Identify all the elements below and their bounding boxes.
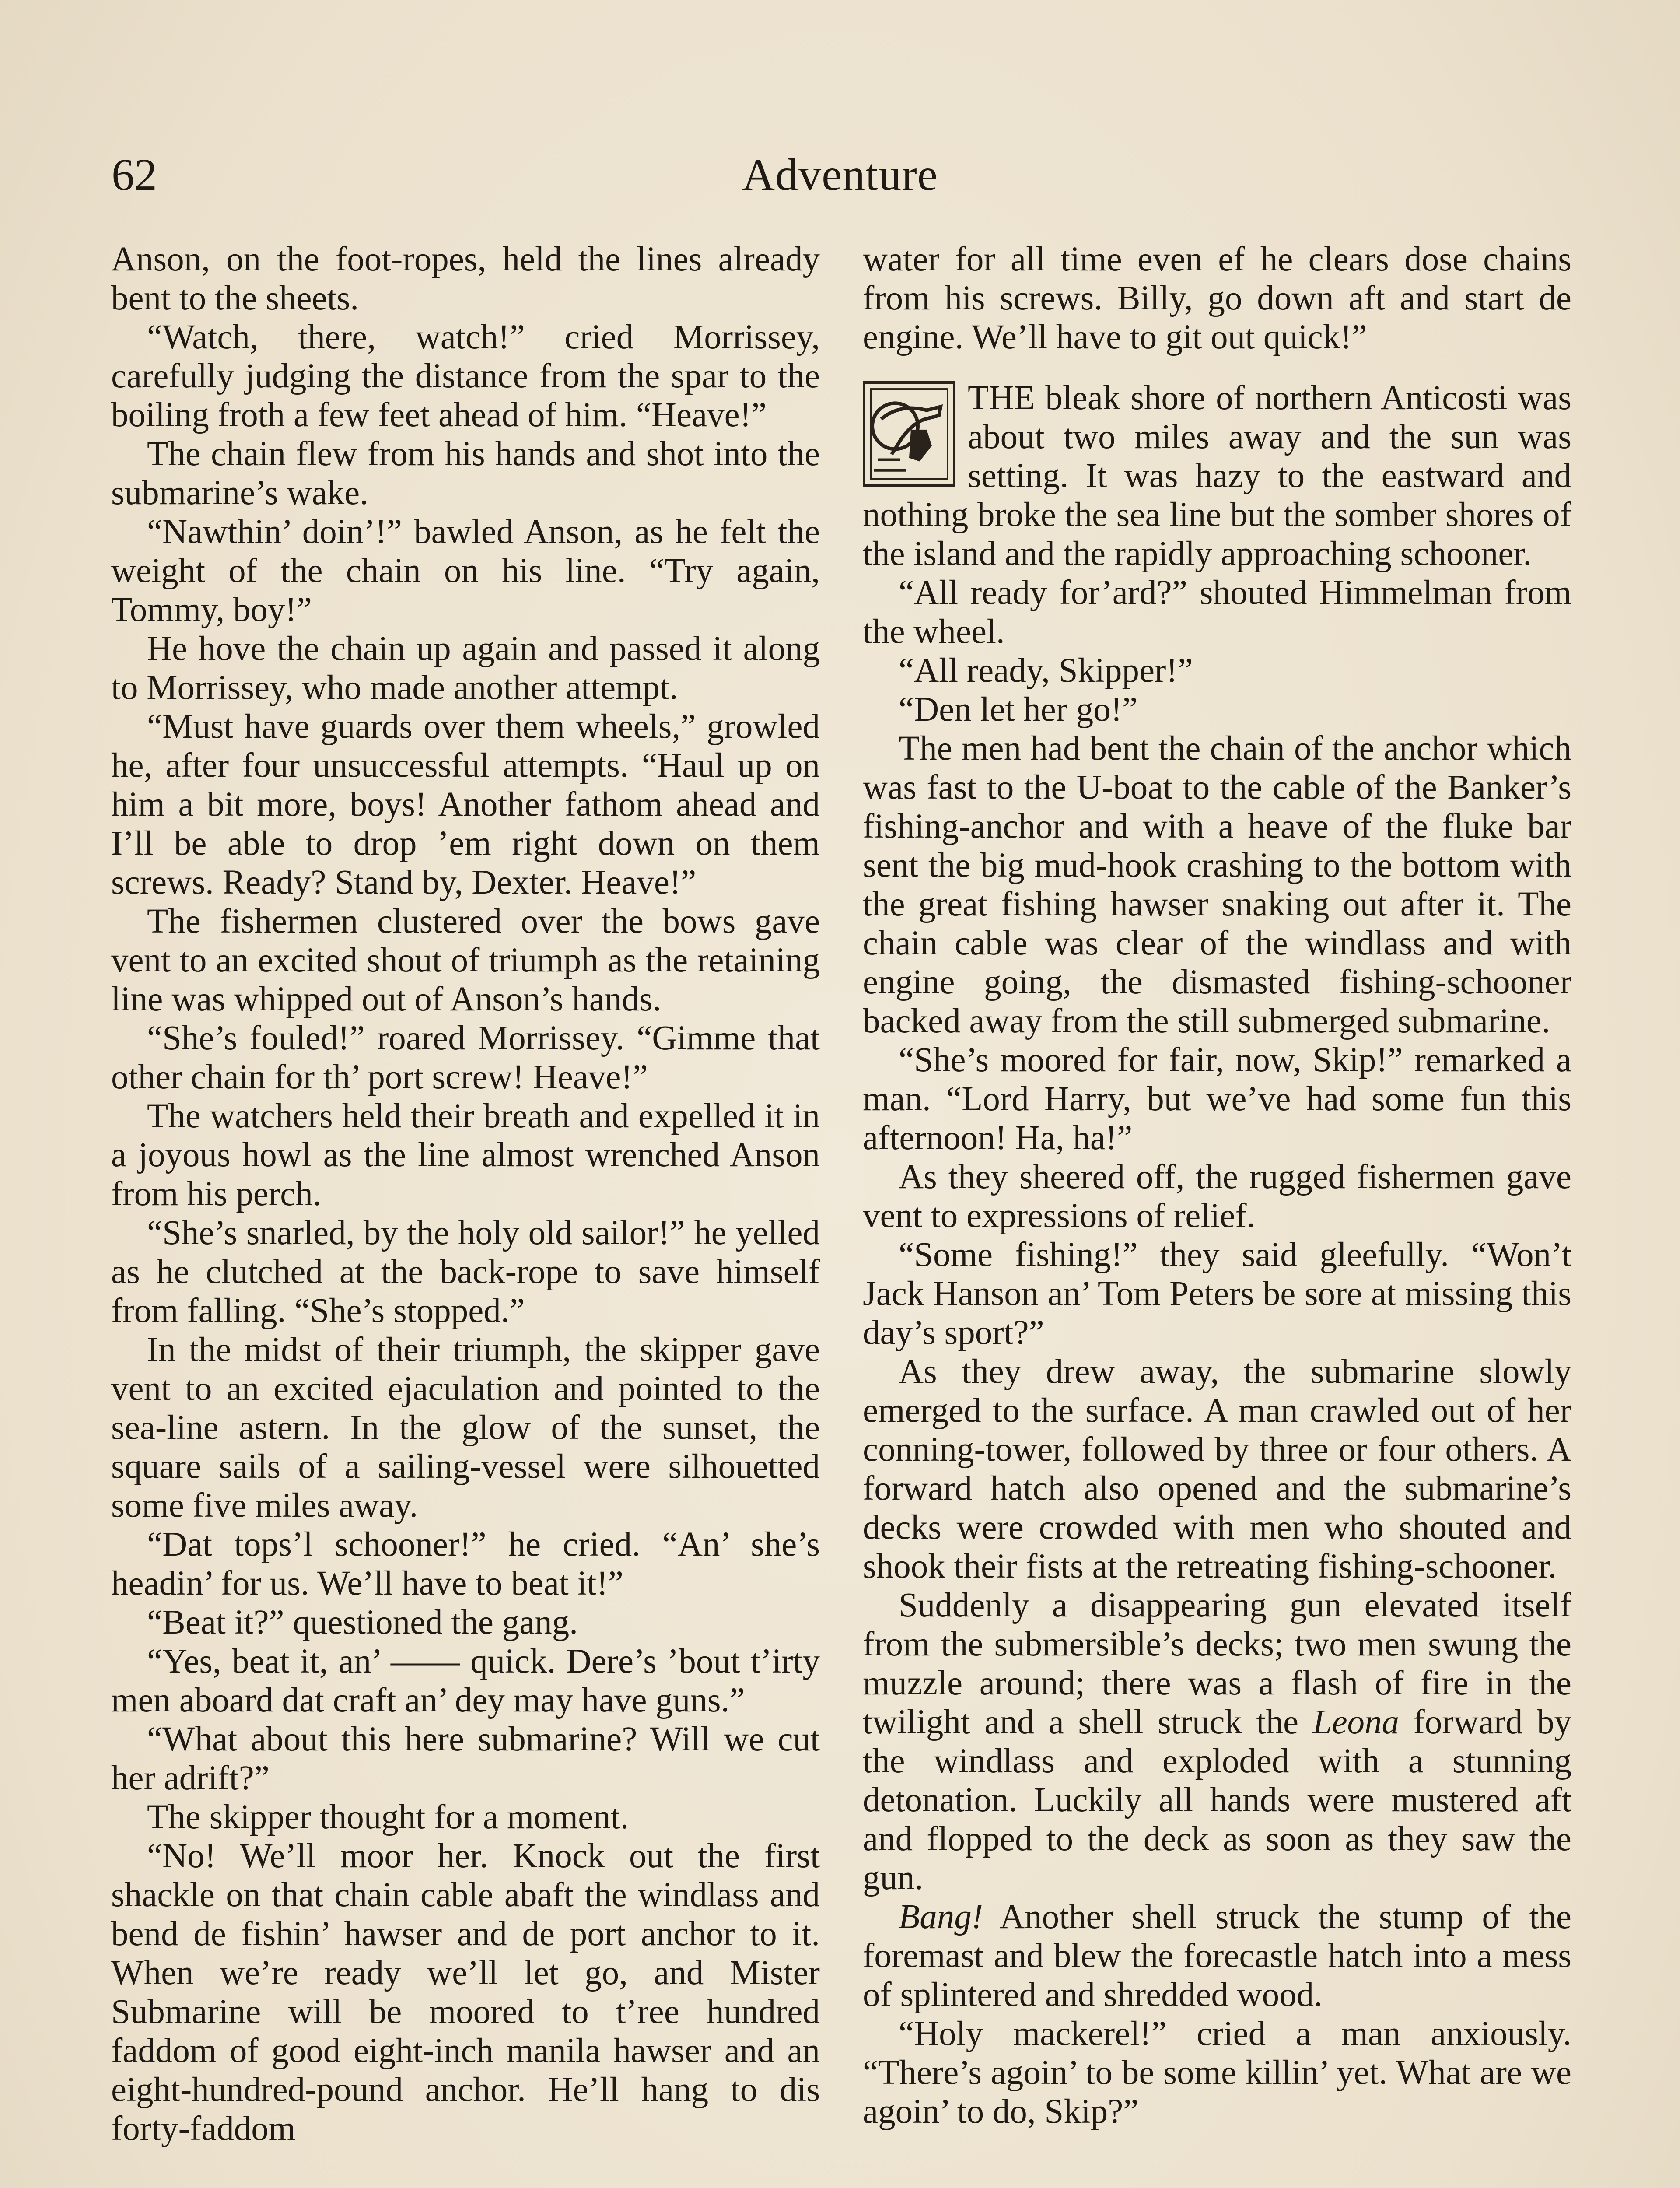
paragraph: “All ready, Skipper!” [899, 652, 1193, 690]
paragraph: “Must have guards over them wheels,” growled he, after four unsuccessful attempts. “Haul up on him a bit more, boys! Another fathom ahead and I’ll be able to drop ’em right down on them screws. Ready? Stand by, Dexter. Heave!” [111, 708, 820, 901]
paragraph: The fishermen clustered over the bows gave vent to an excited shout of triumph as the retaining line was whipped out of Anson’s hands. [111, 902, 820, 1018]
bang-paragraph [863, 1897, 1572, 2014]
paragraph: “She’s snarled, by the holy old sailor!” he yelled as he clutched at the back-rope to save himself from falling. “She’s stopped.” [111, 1214, 820, 1330]
section-opening-paragraph: THE bleak shore of northern Anticosti was about two miles away and the sun was setting. It was hazy to the eastward and nothing broke the sea line but the somber shores of the island and the rapidly approaching schooner. [863, 379, 1572, 573]
paragraph: The watchers held their breath and expelled it in a joyous howl as the line almost wrenched Anson from his perch. [111, 1097, 820, 1213]
page-number: 62 [112, 150, 157, 200]
gun-paragraph [863, 1586, 1572, 1897]
paragraph: The chain flew from his hands and shot into the submarine’s wake. [111, 435, 820, 512]
exclamation: Bang! [899, 1898, 984, 1936]
page-header [112, 144, 1568, 206]
paragraph-continuation: water for all time even ef he clears dose chains from his screws. Billy, go down aft and start de engine. We’ll have to git out quick!” [863, 240, 1572, 356]
paragraph: The men had bent the chain of the anchor which was fast to the U-boat to the cable of the Banker’s fishing-anchor and with a heave of the fluke bar sent the big mud-hook crashing to the bottom with the great fishing hawser snaking out after it. The chain cable was clear of the windlass and with engine going, the dismasted fishing-schooner backed away from the still submerged submarine. [863, 729, 1572, 1040]
paragraph: “All ready for’ard?” shouted Himmelman from the wheel. [863, 574, 1572, 651]
paragraph: “Dat tops’l schooner!” he cried. “An’ she’s headin’ for us. We’ll have to beat it!” [111, 1525, 820, 1602]
paragraph: “Some fishing!” they said gleefully. “Won’t Jack Hanson an’ Tom Peters be sore at missing this day’s sport?” [863, 1236, 1572, 1352]
right-column [863, 240, 1572, 2131]
paragraph: “Holy mackerel!” cried a man anxiously. “There’s agoin’ to be some killin’ yet. What are we agoin’ to do, Skip?” [863, 2015, 1572, 2131]
paragraph: In the midst of their triumph, the skipper gave vent to an excited ejaculation and pointed to the sea-line astern. In the glow of the sunset, the square sails of a sailing-vessel were silhouetted some five miles away. [111, 1331, 820, 1525]
paragraph: As they sheered off, the rugged fishermen gave vent to expressions of relief. [863, 1158, 1572, 1235]
left-column [111, 240, 820, 2148]
paragraph: Anson, on the foot-ropes, held the lines already bent to the sheets. [111, 240, 820, 317]
paragraph: “Nawthin’ doin’!” bawled Anson, as he felt the weight of the chain on his line. “Try again, Tommy, boy!” [111, 513, 820, 629]
text-run: Another shell struck the stump of the foremast and blew the forecastle hatch into a mess of splintered and shredded wood. [863, 1898, 1572, 2014]
paragraph: “No! We’ll moor her. Knock out the first shackle on that chain cable abaft the windlass and bend de fishin’ hawser and de port anchor to it. When we’re ready we’ll let go, and Mister Submarine will be moored to t’ree hundred faddom of good eight-inch manila hawser and an eight-hundred-pound anchor. He’ll hang to dis forty-faddom [111, 1837, 820, 2148]
ship-name: Leona [1312, 1703, 1400, 1741]
paragraph: “What about this here submarine? Will we cut her adrift?” [111, 1720, 820, 1797]
paragraph: “Yes, beat it, an’ —— quick. Dere’s ’bout t’irty men aboard dat craft an’ dey may have guns.” [111, 1642, 820, 1719]
text-run: Suddenly a disappearing gun elevated itself from the submersible’s decks; two men swung the muzzle around; there was a flash of fire in the twilight and a shell struck the [863, 1586, 1572, 1741]
paragraph: “She’s moored for fair, now, Skip!” remarked a man. “Lord Harry, but we’ve had some fun this afternoon! Ha, ha!” [863, 1041, 1572, 1157]
paragraph: “Beat it?” questioned the gang. [147, 1603, 578, 1641]
paragraph: “Watch, there, watch!” cried Morrissey, carefully judging the distance from the spar to the boiling froth a few feet ahead of him. “Heave!” [111, 318, 820, 434]
paragraph: He hove the chain up again and passed it along to Morrissey, who made another attempt. [111, 630, 820, 707]
paragraph: The skipper thought for a moment. [147, 1798, 629, 1836]
paragraph: “She’s fouled!” roared Morrissey. “Gimme that other chain for th’ port screw! Heave!” [111, 1019, 820, 1096]
decorative-initial-icon [863, 381, 956, 487]
section-opening [863, 379, 1572, 573]
running-head-title: Adventure [742, 150, 938, 200]
paragraph: “Den let her go!” [899, 691, 1138, 729]
paragraph: As they drew away, the submarine slowly emerged to the surface. A man crawled out of her conning-tower, followed by three or four others. A forward hatch also opened and the submarine’s decks were crowded with men who shouted and shook their fists at the retreating fishing-schooner. [863, 1353, 1572, 1585]
text-run: forward by the windlass and exploded with a stunning detonation. Luckily all hands were mustered aft and flopped to the deck as soon as they saw the gun. [863, 1703, 1572, 1897]
